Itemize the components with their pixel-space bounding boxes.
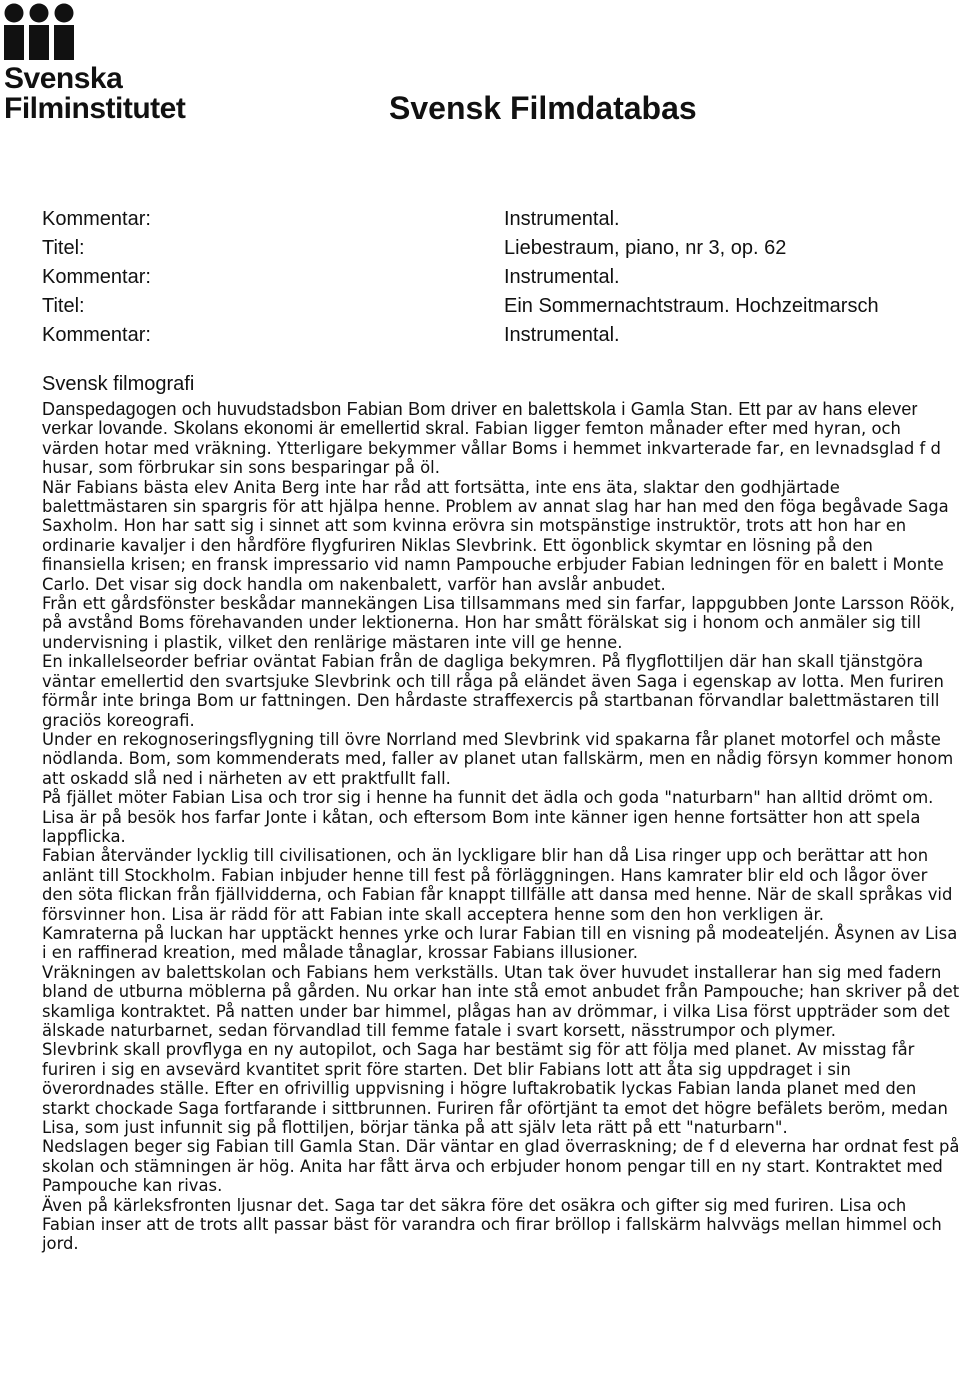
synopsis-paragraph: Slevbrink skall provflyga en ny autopilot, och Saga har bestämt sig för att följa med planet. Av misstag får furiren i sig en avsevärd kvantitet sprit före starten. Det blir Fabians lott att åta sig uppdraget i sin överordnades ställe. Efter en ofrivillig uppvisning i högre luftakrobatik lyckas Fabian landa planet med den starkt chockade Saga fortfarande i sittbrunnen. Furiren får oförtjänt ta emot det högre befälets beröm, medan Lisa, som just infunnit sig på flottiljen, börjar tänka på att själv leta rätt på ett "naturbarn". xyxy=(42,1040,948,1138)
synopsis-paragraph: Under en rekognoseringsflygning till övre Norrland med Slevbrink vid spakarna får planet motorfel och måste nödlanda. Bom, som kommenderats med, faller av planet utan fallskärm, men en nådig försyn kommer honom att oskadd slå ned i närheten av ett praktfullt fall. xyxy=(42,729,954,788)
credit-label: Titel: xyxy=(42,237,85,259)
synopsis-paragraph: När Fabians bästa elev Anita Berg inte har råd att fortsätta, inte ens äta, slaktar den godhjärtade balettmästaren sin spargris för att hjälpa henne. Problem av annat slag har han med den föga begåvade Saga Saxholm. Hon har satt sig i sinnet att som kvinna erövra sin motspänstige instruktör, trots att hon har en ordinarie kavaljer i den hårdföre flygfuriren Niklas Slevbrink. Ett ögonblick skymtar en lösning på den finansiella krisen; en fransk impressario vid namn Pampouche erbjuder Fabian ledningen för en balett i Monte Carlo. Det visar sig dock handla om nakenbalett, varför han avslår anbudet. xyxy=(42,477,949,594)
credit-label: Kommentar: xyxy=(42,324,151,346)
synopsis-paragraph: Från ett gårdsfönster beskådar mannekängen Lisa tillsammans med sin farfar, lappgubben Jonte Larsson Röök, på avstånd Boms förehavanden under lektionerna. Hon har smått förälskat sig i honom och anmäler sig till undervisning i plastik, vilket den renlärige mästaren inte vill ge henne. xyxy=(42,594,955,652)
music-credit-row xyxy=(42,266,942,295)
music-credit-row xyxy=(42,324,942,353)
credit-value: Ein Sommernachtstraum. Hochzeitmarsch xyxy=(504,295,879,317)
music-credit-row xyxy=(42,295,942,324)
credit-label: Kommentar: xyxy=(42,266,151,288)
synopsis-paragraph xyxy=(42,400,960,478)
synopsis-paragraph: En inkallelseorder befriar oväntat Fabian från de dagliga bekymren. På flygflottiljen där han skall tjänstgöra väntar emellertid den svartsjuke Slevbrink och till råga på eländet även Saga i egenskap av lotta. Men furiren förmår inte bringa Bom ur fattningen. Den hårdaste straffexercis på startbanan förvandlar balettmästaren till graciös koreografi. xyxy=(42,652,944,730)
synopsis-paragraph: Kamraterna på luckan har upptäckt hennes yrke och lurar Fabian till en visning på modeateljén. Åsynen av Lisa i en raffinerad kreation, med målade tånaglar, krossar Fabians illusioner. xyxy=(42,923,958,963)
svenska-filminstitutet-logo xyxy=(2,2,202,127)
music-credit-row xyxy=(42,237,942,266)
synopsis-intro: Danspedagogen och huvudstadsbon Fabian Bom driver en balettskola i Gamla Stan. Ett par av hans elever verkar lovande. Skolans ekonomi är emellertid skral. xyxy=(42,399,918,439)
synopsis xyxy=(42,400,960,1254)
synopsis-paragraph: På fjället möter Fabian Lisa och tror sig i henne ha funnit det ädla och goda "naturbarn" han alltid drömt om. Lisa är på besök hos farfar Jonte i kåtan, och eftersom Bom inte känner igen henne fortsätter hon att spela lappflicka. xyxy=(42,788,934,846)
credit-value: Instrumental. xyxy=(504,266,620,288)
music-credit-row xyxy=(42,208,942,237)
logo-text-line2: Filminstitutet xyxy=(4,92,186,125)
credit-value: Instrumental. xyxy=(504,208,620,230)
music-credits xyxy=(42,208,942,353)
synopsis-paragraph: Vräkningen av balettskolan och Fabians hem verkställs. Utan tak över huvudet installerar han sig med fadern bland de utburna möblerna på gården. Nu orkar han inte stå emot anbudet från Pampouche; han skriver på det skamliga kontraktet. På natten under bar himmel, plågas han av drömmar, i vilka Lisa först uppträder som det älskade naturbarnet, sedan förvandlad till femme fatale i svart korsett, nässtrumpor och plymer. xyxy=(42,962,960,1040)
logo-text-line1: Svenska xyxy=(4,62,123,95)
synopsis-paragraph: Fabian återvänder lycklig till civilisationen, och än lyckligare blir han då Lisa ringer upp och berättar att hon anlänt till Stockholm. Fabian inbjuder henne till fest på förläggningen. Hans kamrater blir eld och lågor över den söta flickan från fjällvidderna, och Fabian får knappt tillfälle att dansa med henne. När de skall språkas vid försvinner hon. Lisa är rädd för att Fabian inte skall acceptera henne som den hon verkligen är. xyxy=(42,846,953,924)
credit-value: Liebestraum, piano, nr 3, op. 62 xyxy=(504,237,787,259)
logo-mark-icon xyxy=(2,2,78,62)
synopsis-paragraph: Nedslagen beger sig Fabian till Gamla Stan. Där väntar en glad överraskning; de f d eleverna har ordnat fest på skolan och stämningen är hög. Anita har fått ärva och erbjuder honom pengar till en ny start. Kontraktet med Pampouche kan rivas. xyxy=(42,1137,960,1196)
credit-value: Instrumental. xyxy=(504,324,620,346)
synopsis-paragraph: Även på kärleksfronten ljusnar det. Saga tar det säkra före det osäkra och gifter sig med furiren. Lisa och Fabian inser att de trots allt passar bäst för varandra och firar bröllop i fallskärm halvvägs mellan himmel och jord. xyxy=(42,1195,942,1254)
credit-label: Titel: xyxy=(42,295,85,317)
credit-label: Kommentar: xyxy=(42,208,151,230)
synopsis-text: Fabian ligger femton månader efter med hyran, och värden hotar med vräkning. Ytterligare bekymmer vållar Boms i hemmet inkvarterade far, en levnadsglad f d husar, som förbrukar sin sons besparingar på öl. xyxy=(42,419,941,478)
section-heading: Svensk filmografi xyxy=(42,373,195,395)
site-title: Svensk Filmdatabas xyxy=(389,90,697,126)
